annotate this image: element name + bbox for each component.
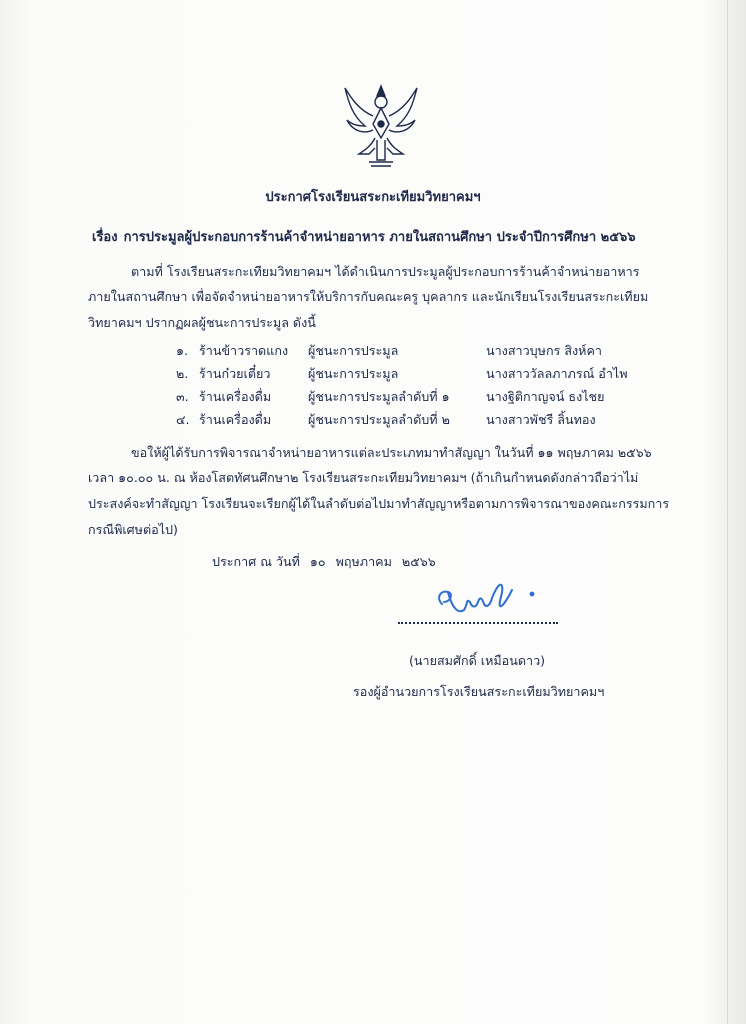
signer-name: (นายสมศักดิ์ เหมือนดาว): [409, 653, 546, 668]
document-subject: [92, 229, 636, 247]
garuda-emblem-icon: [335, 80, 427, 172]
item-number: ๒.: [176, 366, 189, 381]
shop-name: ร้านข้าวราดแกง: [199, 343, 289, 358]
winner-name: นางสาววัลลภาภรณ์ อำไพ: [486, 366, 628, 381]
shop-name: ร้านก๋วยเตี๋ยว: [199, 366, 271, 381]
signature-icon: [428, 568, 548, 624]
paragraph2-line: กรณีพิเศษต่อไป): [88, 522, 178, 537]
announce-month: พฤษภาคม: [335, 554, 392, 569]
subject-label: เรื่อง: [92, 230, 118, 245]
paragraph1-line: ตามที่ โรงเรียนสระกะเทียมวิทยาคมฯ ได้ดำเนินการประมูลผู้ประกอบการร้านค้าจำหน่ายอาหาร: [131, 264, 640, 279]
announce-day: ๑๐: [309, 554, 326, 569]
signature-line: [398, 622, 558, 624]
item-number: ๑.: [176, 343, 188, 358]
announce-prefix: ประกาศ ณ วันที่: [212, 554, 300, 569]
paragraph2-line: ประสงค์จะทำสัญญา โรงเรียนจะเรียกผู้ได้ในลำดับต่อไปมาทำสัญญาหรือตามการพิจารณาของคณะกรรมการ: [88, 496, 670, 511]
bid-status: ผู้ชนะการประมูลลำดับที่ ๑: [308, 389, 450, 404]
winner-name: นางฐิติกาญจน์ ธงไชย: [486, 389, 605, 404]
winner-name: นางสาวพัชรี ลิ้นทอง: [486, 412, 596, 427]
paragraph1-line: ภายในสถานศึกษา เพื่อจัดจำหน่ายอาหารให้บริการกับคณะครู บุคลากร และนักเรียนโรงเรียนสระกะเทียม: [88, 289, 649, 304]
subject-text: การประมูลผู้ประกอบการร้านค้าจำหน่ายอาหาร ภายในสถานศึกษา ประจำปีการศึกษา ๒๕๖๖: [123, 230, 636, 245]
shop-name: ร้านเครื่องดื่ม: [199, 412, 272, 427]
bid-status: ผู้ชนะการประมูล: [308, 366, 399, 381]
item-number: ๔.: [176, 412, 190, 427]
announce-year: ๒๕๖๖: [401, 554, 436, 569]
winner-name: นางสาวบุษกร สิงห์คา: [486, 343, 602, 358]
signer-title: รองผู้อำนวยการโรงเรียนสระกะเทียมวิทยาคมฯ: [353, 684, 605, 699]
paragraph1-line: วิทยาคมฯ ปรากฏผลผู้ชนะการประมูล ดังนี้: [88, 315, 316, 330]
paragraph2-line: ขอให้ผู้ได้รับการพิจารณาจำหน่ายอาหารแต่ละประเภทมาทำสัญญา ในวันที่ ๑๑ พฤษภาคม ๒๕๖๖: [131, 445, 652, 460]
announcement-date: [212, 553, 446, 571]
document-title: ประกาศโรงเรียนสระกะเทียมวิทยาคมฯ: [265, 190, 481, 205]
item-number: ๓.: [176, 389, 189, 404]
paragraph2-line: เวลา ๑๐.๐๐ น. ณ ห้องโสตทัศนศึกษา๒ โรงเรียนสระกะเทียมวิทยาคมฯ (ถ้าเกินกำหนดดังกล่าวถือว่าไม่: [88, 470, 639, 485]
page-edge: [727, 0, 728, 1024]
shop-name: ร้านเครื่องดื่ม: [199, 389, 272, 404]
bid-status: ผู้ชนะการประมูลลำดับที่ ๒: [308, 412, 450, 427]
bid-status: ผู้ชนะการประมูล: [308, 343, 399, 358]
